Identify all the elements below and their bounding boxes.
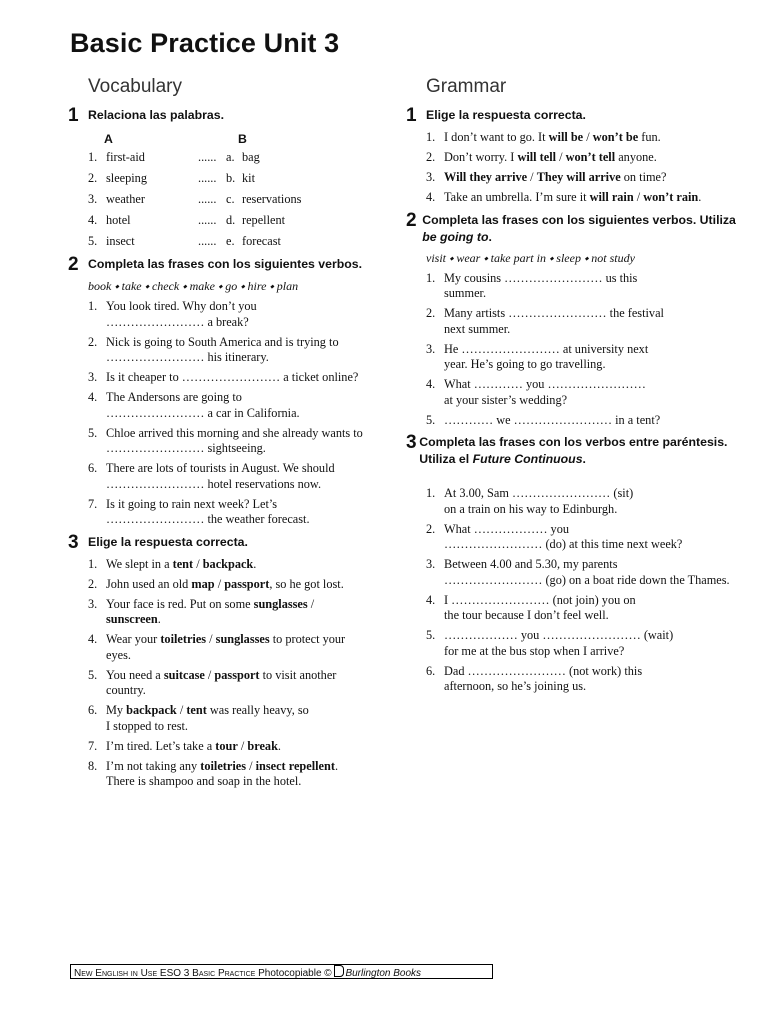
item-number: 5.	[426, 412, 436, 427]
match-word: insect	[106, 234, 135, 248]
exercise-item	[88, 668, 368, 699]
item-text: Wear your toiletries / sunglasses to protect your eyes.	[106, 632, 346, 662]
exercise-item	[426, 377, 736, 408]
vocab-exercise-1	[68, 106, 368, 249]
exercise-item	[426, 413, 736, 429]
exercise-item	[426, 130, 736, 146]
exercise-item	[88, 739, 368, 755]
item-number: 1.	[426, 270, 436, 285]
item-text: Between 4.00 and 5.30, my parents …………………… (go) on a boat ride down the Thames.	[444, 557, 730, 587]
exercise-item	[88, 426, 368, 457]
exercise-item	[426, 306, 736, 337]
item-text: Don’t worry. I will tell / won’t tell anyone.	[444, 150, 657, 164]
exercise-item	[88, 497, 368, 528]
item-text: Dad …………………… (not work) this afternoon, so he’s joining us.	[444, 663, 643, 693]
exercise-instruction: Relaciona las palabras.	[88, 108, 225, 122]
burlington-logo-icon	[334, 965, 344, 977]
vocabulary-heading: Vocabulary	[88, 76, 183, 97]
item-number: 6.	[426, 663, 436, 678]
page-title: Basic Practice Unit 3	[70, 28, 340, 58]
match-word: weather	[106, 192, 145, 206]
exercise-instruction: Completa las frases con los siguientes verbos.	[88, 257, 363, 271]
match-letter: b.	[226, 171, 236, 185]
item-number: 4.	[426, 592, 436, 607]
item-number: 3.	[88, 596, 98, 611]
item-text: Take an umbrella. I’m sure it will rain / won’t rain.	[444, 190, 702, 204]
exercise-instruction: Elige la respuesta correcta.	[426, 108, 586, 122]
match-number: 5.	[88, 234, 98, 248]
item-text: There are lots of tourists in August. We should …………………… hotel reservations now.	[106, 461, 335, 491]
match-row	[88, 192, 368, 207]
item-number: 5.	[88, 667, 98, 682]
exercise-items	[406, 271, 736, 429]
match-word: first-aid	[106, 150, 145, 164]
exercise-item	[88, 577, 368, 593]
item-text: I’m not taking any toiletries / insect repellent. There is shampoo and soap in the hotel.	[106, 758, 339, 788]
item-number: 3.	[426, 341, 436, 356]
match-word: sleeping	[106, 171, 147, 185]
exercise-item	[88, 703, 368, 734]
item-number: 3.	[426, 557, 436, 571]
item-text: I …………………… (not join) you on the tour because I don’t feel well.	[444, 592, 636, 622]
item-text: You look tired. Why don’t you …………………… a break?	[106, 299, 257, 329]
column-b-header: B	[238, 132, 247, 146]
item-text: ……………… you …………………… (wait) for me at the bus stop when I arrive?	[444, 628, 674, 658]
exercise-items	[406, 486, 736, 695]
match-letter: e.	[226, 234, 235, 248]
item-number: 2.	[88, 334, 98, 349]
exercise-item	[426, 170, 736, 186]
item-text: ………… we …………………… in a tent?	[444, 412, 661, 427]
exercise-number: 1	[406, 105, 417, 126]
vocab-exercise-3	[68, 533, 368, 790]
exercise-item	[426, 342, 736, 373]
exercise-item	[88, 390, 368, 421]
match-number: 3.	[88, 192, 98, 206]
item-number: 1.	[426, 486, 436, 500]
item-number: 2.	[426, 150, 436, 164]
match-number: 4.	[88, 213, 98, 227]
item-text: We slept in a tent / backpack.	[106, 556, 257, 571]
exercise-item	[426, 557, 736, 588]
item-number: 4.	[426, 190, 436, 204]
exercise-instruction: Completa las frases con los verbos entre paréntesis. Utiliza el Future Continuous.	[419, 435, 728, 466]
item-text: Is it cheaper to …………………… a ticket online?	[106, 370, 359, 384]
match-letter: c.	[226, 192, 235, 206]
exercise-item	[426, 271, 736, 302]
word-bank: visit ⬩ wear ⬩ take part in ⬩ sleep ⬩ not study	[426, 250, 635, 265]
item-text: At 3.00, Sam …………………… (sit) on a train on his way to Edinburgh.	[444, 486, 634, 516]
item-number: 2.	[88, 576, 98, 591]
match-option: reservations	[242, 192, 302, 206]
exercise-item	[88, 597, 368, 628]
item-number: 2.	[426, 306, 436, 320]
item-text: Many artists …………………… the festival next summer.	[444, 306, 664, 336]
footer-level: ESO 3	[159, 968, 190, 979]
footer-note: Photocopiable ©	[258, 968, 332, 979]
item-number: 6.	[88, 703, 98, 717]
exercise-item	[88, 335, 368, 366]
match-row	[88, 234, 368, 249]
grammar-exercise-2	[406, 211, 736, 429]
footer-course: New English in Use	[74, 968, 158, 979]
grammar-heading: Grammar	[426, 76, 507, 97]
item-number: 3.	[426, 170, 436, 184]
item-text: I don’t want to go. It will be / won’t be fun.	[444, 130, 661, 144]
match-row	[88, 171, 368, 186]
exercise-item	[88, 557, 368, 573]
exercise-number: 3	[406, 432, 417, 453]
item-number: 4.	[426, 377, 436, 391]
item-text: Your face is red. Put on some sunglasses / sunscreen.	[106, 596, 315, 626]
item-number: 5.	[88, 425, 98, 440]
item-number: 2.	[426, 521, 436, 536]
exercise-number: 2	[406, 209, 417, 231]
match-blank: ......	[198, 150, 217, 164]
item-text: Is it going to rain next week? Let’s …………………… the weather forecast.	[106, 496, 310, 526]
grammar-column	[406, 76, 736, 699]
match-column-headers	[104, 132, 368, 146]
match-blank: ......	[198, 213, 217, 227]
match-word: hotel	[106, 213, 131, 227]
exercise-item	[426, 486, 736, 517]
item-number: 4.	[88, 390, 98, 404]
exercise-item	[426, 628, 736, 659]
item-number: 1.	[88, 299, 98, 313]
match-blank: ......	[198, 192, 217, 206]
vocabulary-column	[68, 76, 368, 794]
exercise-item	[88, 759, 368, 790]
exercise-item	[88, 461, 368, 492]
exercise-instruction: Completa las frases con los siguientes verbos. Utiliza be going to.	[422, 212, 736, 244]
item-number: 6.	[88, 461, 98, 475]
item-text: The Andersons are going to …………………… a car in California.	[106, 390, 300, 420]
item-text: What ………… you …………………… at your sister’s wedding?	[444, 377, 646, 407]
exercise-item	[426, 150, 736, 166]
item-number: 7.	[88, 496, 98, 511]
item-text: Nick is going to South America and is trying to …………………… his itinerary.	[106, 334, 339, 364]
item-text: John used an old map / passport, so he got lost.	[106, 576, 344, 591]
footer-bar	[70, 964, 493, 979]
match-option: kit	[242, 171, 255, 185]
footer-publisher: Burlington Books	[345, 968, 422, 979]
grammar-exercise-1	[406, 106, 736, 206]
match-rows	[68, 150, 368, 249]
column-a-header: A	[104, 132, 113, 146]
match-row	[88, 150, 368, 165]
match-option: repellent	[242, 213, 286, 227]
item-number: 1.	[426, 130, 436, 144]
exercise-number: 1	[68, 105, 79, 126]
exercise-item	[88, 299, 368, 330]
exercise-items	[68, 299, 368, 528]
item-number: 7.	[88, 738, 98, 753]
exercise-instruction: Elige la respuesta correcta.	[88, 534, 248, 549]
match-number: 1.	[88, 150, 98, 164]
exercise-number: 2	[68, 254, 79, 275]
exercise-item	[88, 632, 368, 663]
item-text: What ……………… you …………………… (do) at this time next week?	[444, 521, 683, 551]
vocab-exercise-2	[68, 255, 368, 528]
exercise-items	[406, 130, 736, 206]
item-text: Will they arrive / They will arrive on time?	[444, 170, 667, 184]
match-letter: d.	[226, 213, 236, 227]
match-blank: ......	[198, 234, 217, 248]
item-text: He …………………… at university next year. He’s going to go travelling.	[444, 341, 649, 371]
item-number: 8.	[88, 758, 98, 773]
exercise-item	[88, 370, 368, 386]
match-row	[88, 213, 368, 228]
match-blank: ......	[198, 171, 217, 185]
exercise-item	[426, 522, 736, 553]
match-number: 2.	[88, 171, 98, 185]
match-option: bag	[242, 150, 260, 164]
word-bank: book ⬩ take ⬩ check ⬩ make ⬩ go ⬩ hire ⬩ plan	[88, 279, 299, 293]
match-option: forecast	[242, 234, 281, 248]
item-number: 3.	[88, 370, 98, 384]
exercise-item	[426, 593, 736, 624]
exercise-items	[68, 557, 368, 790]
exercise-number: 3	[68, 531, 79, 553]
item-number: 5.	[426, 628, 436, 642]
match-letter: a.	[226, 150, 235, 164]
item-number: 1.	[88, 556, 98, 571]
exercise-item	[426, 190, 736, 206]
item-text: I’m tired. Let’s take a tour / break.	[106, 738, 281, 753]
item-text: My cousins …………………… us this summer.	[444, 270, 638, 300]
footer-section: Basic Practice	[192, 968, 256, 979]
item-text: Chloe arrived this morning and she already wants to …………………… sightseeing.	[106, 425, 363, 455]
item-text: My backpack / tent was really heavy, so I stopped to rest.	[106, 703, 309, 733]
exercise-item	[426, 664, 736, 695]
grammar-exercise-3	[406, 433, 736, 695]
item-number: 4.	[88, 632, 98, 646]
item-text: You need a suitcase / passport to visit another country.	[106, 667, 337, 697]
